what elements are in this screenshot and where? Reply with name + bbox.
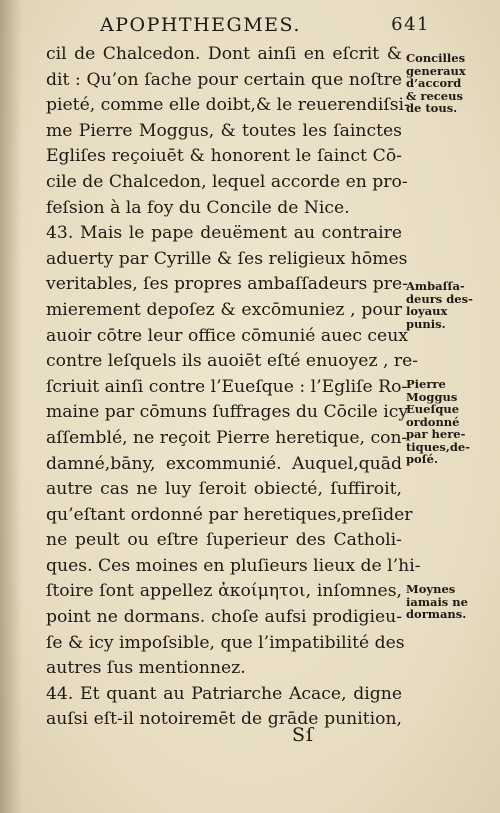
marginal-note-line: poſé.	[406, 452, 438, 466]
text-line: aſſemblé, ne reçoit Pierre heretique, con-	[46, 427, 408, 448]
marginal-note-line: Concilles	[406, 51, 466, 65]
marginal-note-line: tiques,de-	[406, 439, 471, 454]
text-line: pieté, comme elle doibt,& le reuerendiſsi-	[46, 95, 410, 116]
signature-mark: Sſ	[292, 724, 315, 746]
text-line: feſsion à la foy du Concile de Nice.	[46, 197, 350, 218]
marginal-note-pierre-moggus	[406, 378, 492, 466]
gutter-shadow	[0, 0, 22, 813]
text-line: autre cas ne luy ſeroit obiecté, ſuffiroit,	[46, 479, 402, 500]
text-line: ſe & icy impoſsible, que l’impatibilité des	[46, 632, 405, 653]
text-line: aduerty par Cyrille & ſes religieux hōmes	[46, 248, 408, 269]
text-line: ques. Ces moines en pluſieurs lieux de l’hi-	[46, 555, 421, 576]
marginal-note-line: Pierre	[406, 377, 446, 391]
marginal-note-line: Moynes	[406, 582, 456, 596]
paragraph-43-start: 43. Mais le pape deuëment au contraire	[46, 223, 402, 244]
marginal-note-line: Eueſque	[406, 402, 460, 416]
text-line: ne peult ou eſtre ſuperieur des Catholi-	[46, 530, 402, 551]
text-line: mierement depoſez & excōmuniez , pour	[46, 299, 402, 320]
marginal-note-line: dormans.	[406, 607, 467, 621]
text-line: qu’eſtant ordonné par heretiques,preſider	[46, 504, 413, 525]
marginal-note-line: d’accord	[406, 76, 462, 90]
text-line: auſsi eſt-il notoiremēt de grāde punition,	[46, 709, 402, 730]
marginal-note-line: Moggus	[406, 389, 458, 404]
text-line: point ne dormans. choſe aufsi prodigieu-	[46, 607, 402, 628]
marginal-note-line: deurs des-	[406, 291, 473, 306]
marginal-note-line: generaux	[406, 63, 466, 78]
marginal-note-line: Ambaſſa-	[406, 279, 465, 293]
text-line: veritables, ſes propres ambaſſadeurs pre-	[46, 274, 408, 295]
marginal-note-line: de tous.	[406, 101, 458, 115]
text-line: me Pierre Moggus, & toutes les ſainctes	[46, 120, 402, 141]
marginal-note-line: iamais ne	[406, 594, 468, 609]
running-title: APOPHTHEGMES.	[100, 14, 301, 36]
page-number: 641	[391, 14, 430, 35]
text-line: ſcriuit ainſi contre l’Eueſque : l’Egliſe Ro-	[46, 376, 408, 397]
text-line: maine par cōmuns ſuffrages du Cōcile icy	[46, 402, 409, 423]
text-line: cile de Chalcedon, lequel accorde en pro-	[46, 171, 408, 192]
text-line: contre leſquels ils auoiēt eſté enuoyez , re-	[46, 351, 419, 372]
marginal-note-councils	[406, 52, 492, 115]
text-line: cil de Chalcedon. Dont ainſi en eſcrit &	[46, 44, 402, 64]
text-line: Egliſes reçoiuēt & honorent le ſainct Cō-	[46, 146, 402, 167]
marginal-note-line: punis.	[406, 316, 446, 331]
text-line: autres ſus mentionnez.	[46, 658, 246, 679]
paragraph-44-start: 44. Et quant au Patriarche Acace, digne	[46, 683, 402, 704]
marginal-note-line: & receus	[406, 88, 463, 103]
marginal-note-line: loyaux	[406, 304, 448, 318]
marginal-note-ambassadors	[406, 280, 492, 330]
text-line: dit : Qu’on ſache pour certain que noſtre	[46, 69, 402, 90]
marginal-note-line: par here-	[406, 427, 466, 441]
text-line: auoir cōtre leur office cōmunié auec ceux	[46, 325, 408, 346]
body-text	[46, 42, 421, 733]
marginal-note-monks	[406, 583, 492, 621]
text-line: ſtoire ſont appellez ἀκοίμητοι, inſomnes,	[46, 581, 402, 602]
text-line: damné,bāny, excommunié. Auquel,quād	[46, 453, 402, 474]
marginal-note-line: ordonné	[406, 414, 460, 429]
